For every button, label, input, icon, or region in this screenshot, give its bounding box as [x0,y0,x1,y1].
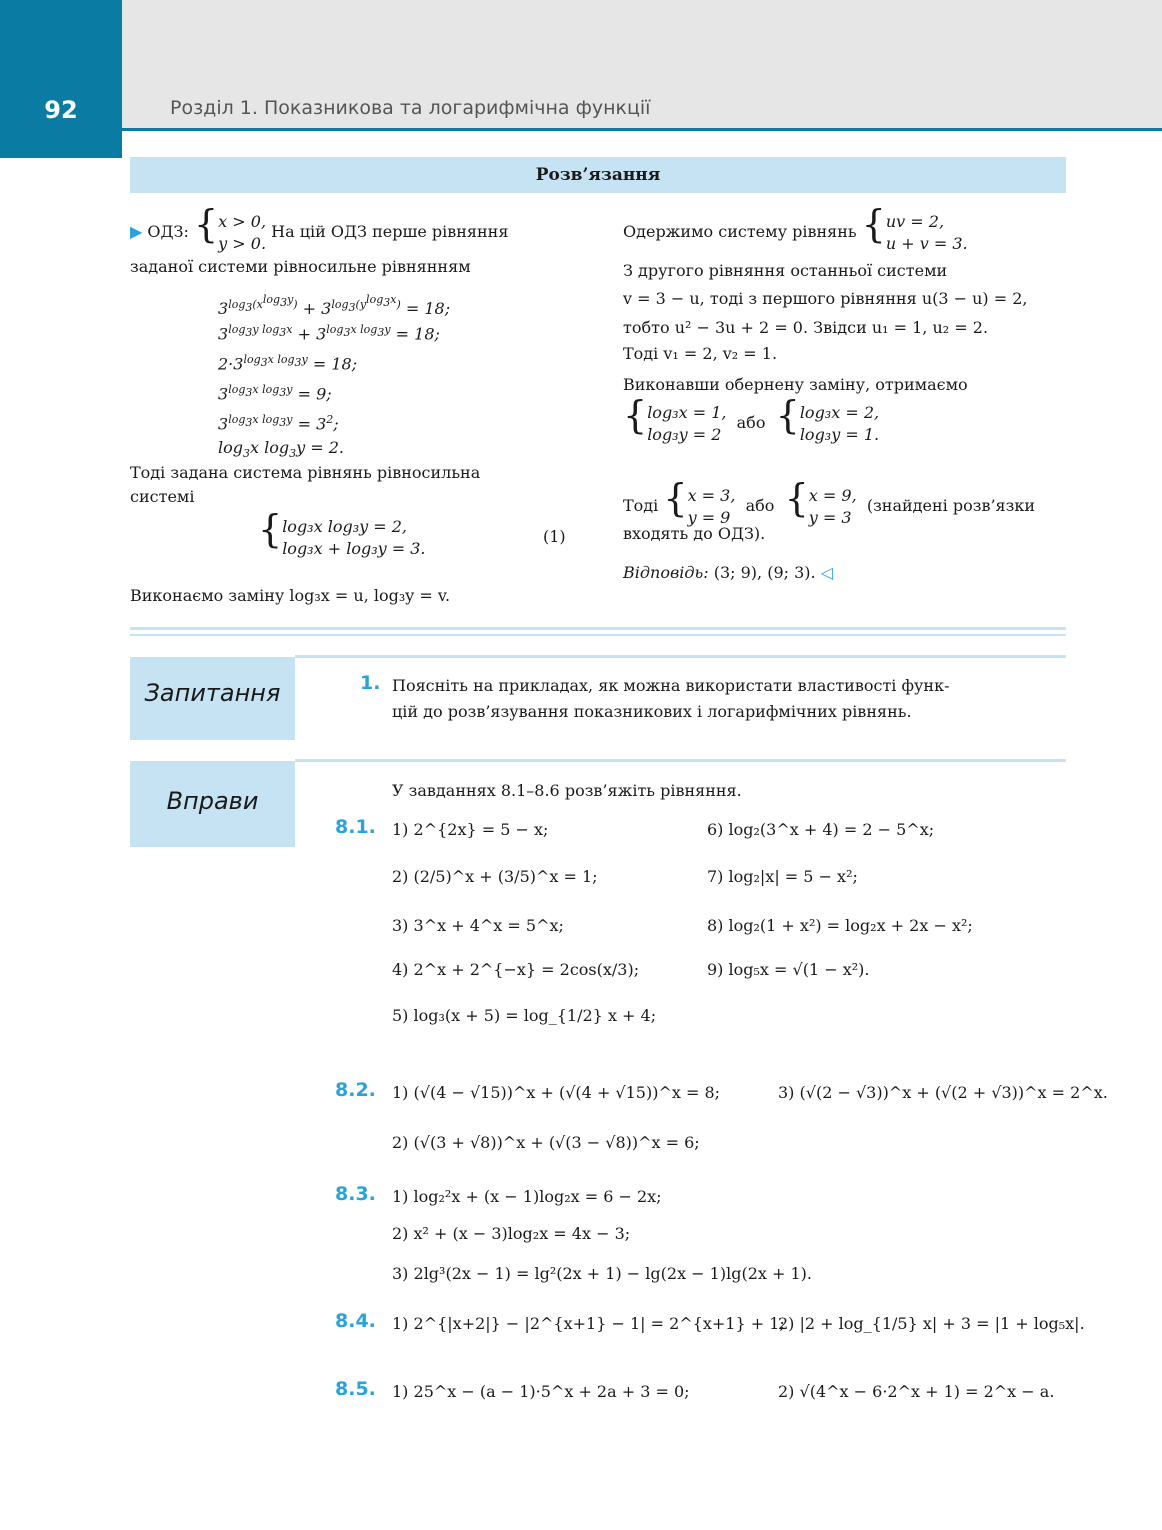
exercise-item: 2) (2/5)^x + (3/5)^x = 1; [392,867,598,886]
solution-title: Розв’язання [130,157,1066,193]
exercise-item: 8) log₂(1 + x²) = log₂x + 2x − x²; [707,916,973,935]
text-line: Одержимо систему рівнянь [623,222,857,241]
system-uv-line [623,202,968,255]
exercise-item: 2) √(4^x − 6·2^x + 1) = 2^x − a. [778,1382,1055,1401]
inverse-a-1: log₃x = 1, [647,402,727,422]
exercises-box [130,761,295,847]
page-number: 92 [44,96,78,124]
exercise-item: 7) log₂|x| = 5 − x²; [707,867,858,886]
solution-b-2: y = 3 [808,507,852,527]
text-line: заданої системи рівносильне рівнянням [130,257,471,276]
equation-2: $3^{log_3y log_3x} + 3^{log_3x log_3y} = 18$; [218,323,440,344]
exercise-number: 8.4. [335,1310,376,1332]
text-line: Виконавши обернену заміну, отримаємо [623,375,968,394]
note-text: (знайдені розв’язки [866,496,1036,515]
odz-cond-2: y > 0. [218,233,267,253]
equation-tag: (1) [543,527,566,546]
exercise-item: 2) (√(3 + √8))^x + (√(3 − √8))^x = 6; [392,1133,700,1152]
inverse-systems [623,393,880,446]
uv-eq-2: u + v = 3. [885,233,968,253]
exercise-item: 1) (√(4 − √15))^x + (√(4 + √15))^x = 8; [392,1083,721,1102]
brace-icon: { [784,476,809,520]
or-word: або [736,413,766,432]
text-line: тобто u² − 3u + 2 = 0. Звідси u₁ = 1, u₂ = 2. [623,318,989,337]
equation-4: $3^{log_3x log_3y} = 9$; [218,383,332,404]
exercise-item: 3) (√(2 − √3))^x + (√(2 + √3))^x = 2^x. [778,1083,1108,1102]
text-line: Тоді задана система рівнянь рівносильна [130,463,481,482]
then-word: Тоді [623,496,659,515]
exercise-item: 5) log₃(x + 5) = log_{1/2} x + 4; [392,1006,657,1025]
equation-3: $2\cdot 3^{log_3x log_3y} = 18$; [218,353,358,374]
exercise-number: 8.2. [335,1079,376,1101]
exercise-item: 2) x² + (x − 3)log₂x = 4x − 3; [392,1224,631,1243]
brace-icon: { [193,202,219,246]
brace-icon: { [623,393,648,437]
exercise-number: 8.3. [335,1183,376,1205]
answer-label: Відповідь: [623,563,709,582]
text-line: З другого рівняння останньої системи [623,261,948,280]
exercise-item: 4) 2^x + 2^{−x} = 2cos(x/3); [392,960,640,979]
section-rule [295,655,1066,658]
text-line: Тоді v₁ = 2, v₂ = 1. [623,344,778,363]
system-1-eq-2: log₃x + log₃y = 3. [282,538,426,558]
questions-label: Запитання [144,679,281,707]
running-title: Розділ 1. Показникова та логарифмічна функції [170,97,651,119]
header-rule [122,128,1162,131]
or-word: або [745,496,775,515]
section-rule [295,759,1066,762]
answer-value: (3; 9), (9; 3). [713,563,816,582]
brace-icon: { [663,476,688,520]
exercise-item: 3) 3^x + 4^x = 5^x; [392,916,564,935]
end-triangle-icon: ◁ [820,563,834,582]
answer-line [623,561,833,585]
text-line: v = 3 − u, тоді з першого рівняння u(3 − u) = 2, [623,289,1028,308]
triangle-marker-icon: ▶ [130,222,143,241]
question-text-2: цій до розв’язування показникових і логарифмічних рівнянь. [392,702,912,721]
exercise-item: 9) log₅x = √(1 − x²). [707,960,870,979]
inverse-a-2: log₃y = 2 [647,424,722,444]
equation-5: $3^{log_3x log_3y} = 3^2$; [218,413,339,434]
divider [130,634,1066,636]
questions-box [130,657,295,740]
inverse-b-2: log₃y = 1. [799,424,880,444]
inverse-b-1: log₃x = 2, [799,402,880,422]
solution-a-1: x = 3, [687,485,736,505]
odz-cond-1: x > 0, [218,211,267,231]
exercises-label: Вправи [166,787,259,815]
text-line: системі [130,487,195,506]
question-text-1: Поясніть на прикладах, як можна використати властивості функ- [392,676,950,695]
exercise-number: 8.1. [335,816,376,838]
brace-icon: { [258,507,283,551]
exercise-item: 1) log₂²x + (x − 1)log₂x = 6 − 2x; [392,1187,662,1206]
exercise-item: 3) 2lg³(2x − 1) = lg²(2x + 1) − lg(2x − 1)lg(2x + 1). [392,1264,812,1283]
divider [130,627,1066,630]
system-1-eq-1: log₃x log₃y = 2, [282,516,407,536]
text-line: входять до ОДЗ). [623,524,766,543]
uv-eq-1: uv = 2, [885,211,945,231]
brace-icon: { [775,393,800,437]
exercise-item: 1) 2^{|x+2|} − |2^{x+1} − 1| = 2^{x+1} + 1; [392,1314,785,1333]
exercise-item: 1) 25^x − (a − 1)·5^x + 2a + 3 = 0; [392,1382,690,1401]
equation-6: $\log_3x$ $\log_3y = 2$. [218,438,344,461]
question-number: 1. [360,672,381,694]
exercise-item: 6) log₂(3^x + 4) = 2 − 5^x; [707,820,935,839]
odz-system [218,211,266,255]
solution-a-2: y = 9 [687,507,731,527]
exercise-number: 8.5. [335,1378,376,1400]
odz-line [130,202,509,255]
brace-icon: { [861,202,886,246]
page-tab [0,0,122,158]
odz-label: ОДЗ: [147,222,189,241]
exercises-intro: У завданнях 8.1–8.6 розв’яжіть рівняння. [392,781,742,800]
odz-tail: На цій ОДЗ перше рівняння [271,222,509,241]
exercise-item: 1) 2^{2x} = 5 − x; [392,820,549,839]
equation-1: $3^{log_3(x^{log_3y})} + 3^{log_3(y^{log_3x})} = 18$; [218,293,451,318]
substitution-line: Виконаємо заміну log₃x = u, log₃y = v. [130,586,451,605]
system-1 [258,507,426,560]
solution-b-1: x = 9, [808,485,857,505]
exercise-item: 2) |2 + log_{1/5} x| + 3 = |1 + log₅x|. [778,1314,1085,1333]
